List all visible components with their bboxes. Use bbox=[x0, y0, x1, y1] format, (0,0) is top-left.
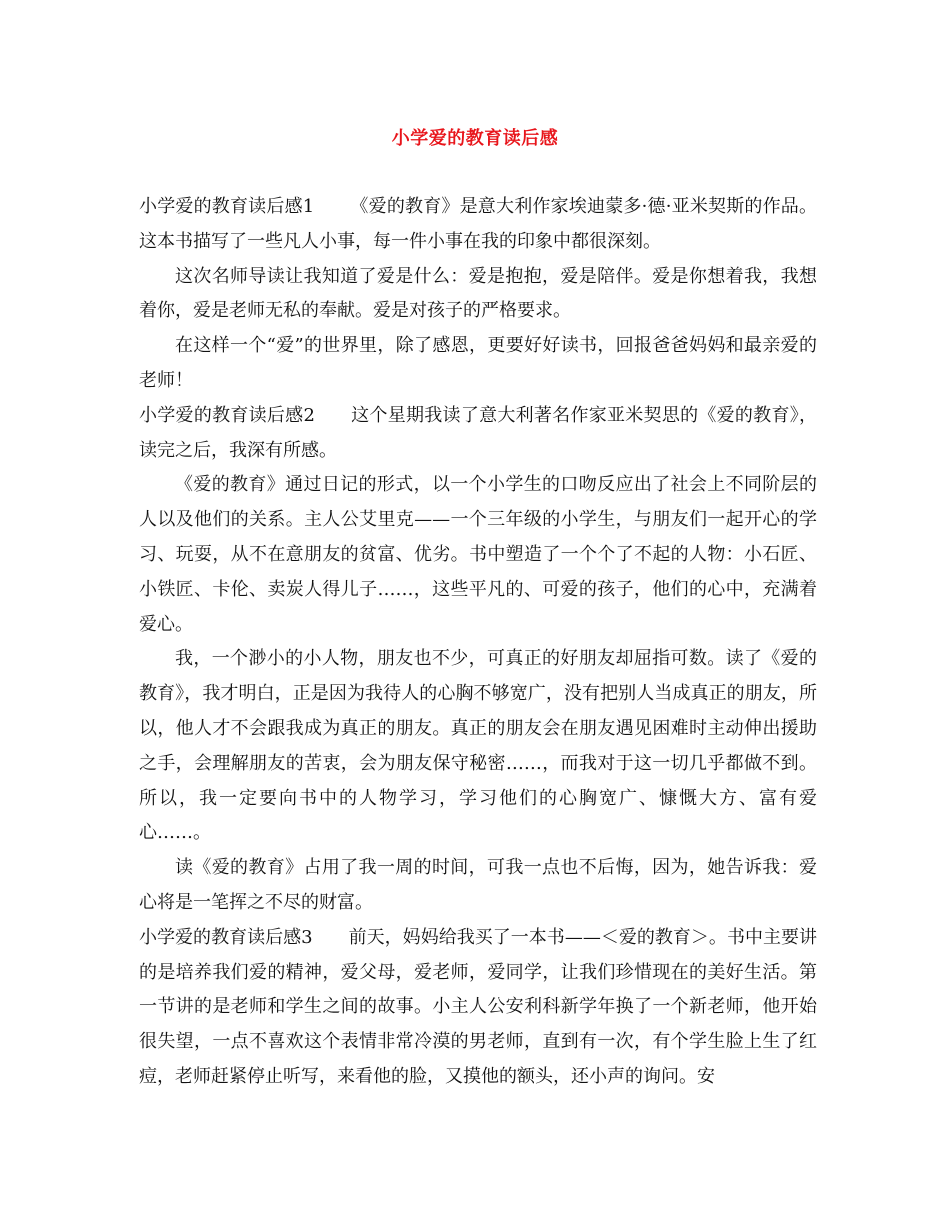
document-title: 小学爱的教育读后感 bbox=[391, 128, 559, 149]
paragraph: 我，一个渺小的小人物，朋友也不少，可真正的好朋友却屈指可数。读了《爱的教育》，我才明白，正是因为我待人的心胸不够宽广，没有把别人当成真正的朋友，所以，他人才不会跟我成为真正的朋友。真正的朋友会在朋友遇见困难时主动伸出援助之手，会理解朋友的苦衷，会为朋友保守秘密……，而我对于这一切几乎都做不到。所以，我一定要向书中的人物学习，学习他们的心胸宽广、慷慨大方、富有爱心……。 bbox=[139, 648, 817, 844]
section-heading-2: 小学爱的教育读后感2 bbox=[139, 404, 315, 426]
paragraph: 《爱的教育》通过日记的形式，以一个小学生的口吻反应出了社会上不同阶层的人以及他们的关系。主人公艾里克——一个三年级的小学生，与朋友们一起开心的学习、玩耍，从不在意朋友的贫富、优劣。书中塑造了一个个了不起的人物：小石匠、小铁匠、卡伦、卖炭人得儿子……，这些平凡的、可爱的孩子，他们的心中，充满着爱心。 bbox=[139, 474, 817, 635]
paragraph-text: 前天，妈妈给我买了一本书——＜爱的教育＞。书中主要讲的是培养我们爱的精神，爱父母，爱老师，爱同学，让我们珍惜现在的美好生活。第一节讲的是老师和学生之间的故事。小主人公安利科新学年换了一个新老师，他开始很失望，一点不喜欢这个表情非常冷漠的男老师，直到有一次，有个学生脸上生了红痘，老师赶紧停止听写，来看他的脸，又摸他的额头，还小声的询问。安 bbox=[139, 926, 818, 1087]
document-body bbox=[139, 190, 817, 1095]
paragraph-review-1-intro bbox=[139, 190, 817, 260]
paragraph-text: 《爱的教育》是意大利作家埃迪蒙多·德·亚米契斯的作品。这本书描写了一些凡人小事，每一件小事在我的印象中都很深刻。 bbox=[139, 196, 817, 252]
section-heading-3: 小学爱的教育读后感3 bbox=[139, 926, 313, 948]
paragraph-review-3-intro bbox=[139, 921, 817, 1095]
paragraph-text: 这个星期我读了意大利著名作家亚米契思的《爱的教育》，读完之后，我深有所感。 bbox=[139, 404, 817, 461]
paragraph: 读《爱的教育》占用了我一周的时间，可我一点也不后悔，因为，她告诉我：爱心将是一笔挥之不尽的财富。 bbox=[139, 857, 817, 913]
section-heading-1: 小学爱的教育读后感1 bbox=[139, 196, 315, 217]
paragraph-review-2-intro bbox=[139, 399, 817, 469]
paragraph: 这次名师导读让我知道了爱是什么：爱是抱抱，爱是陪伴。爱是你想着我，我想着你，爱是老师无私的奉献。爱是对孩子的严格要求。 bbox=[139, 265, 817, 322]
paragraph: 在这样一个“爱”的世界里，除了感恩，更要好好读书，回报爸爸妈妈和最亲爱的老师！ bbox=[139, 335, 817, 391]
